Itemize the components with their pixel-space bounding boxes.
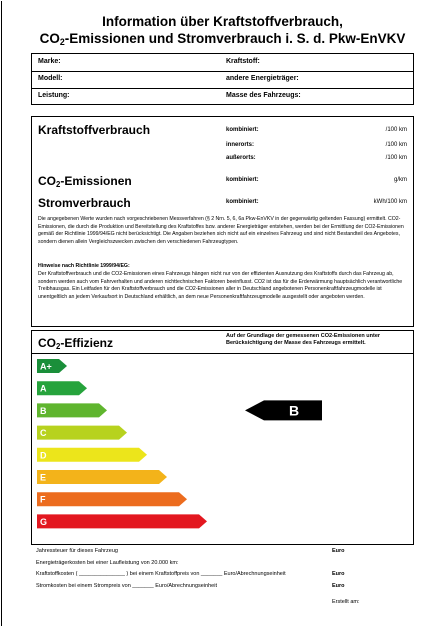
- footer-power-cost: Stromkosten bei einem Strompreis von _______ Euro/Abrechnungseinheit: [36, 583, 217, 589]
- label-kraftstoff: Kraftstoff:: [226, 58, 260, 65]
- selected-class-arrow: [245, 400, 322, 420]
- kombiniert-label: kombiniert:: [226, 127, 259, 133]
- efficiency-label-d: D: [40, 450, 47, 461]
- unit-kwh: kWh/100 km: [373, 199, 407, 205]
- unit-l-ausserorts: /100 km: [385, 155, 407, 161]
- kombiniert-co2-label: kombiniert:: [226, 177, 259, 183]
- title-line-2: $CO_2$-Emissionen und Stromverbrauch i. S. d. Pkw-EnVKV: [39, 31, 406, 47]
- label-masse: Masse des Fahrzeugs:: [226, 92, 301, 99]
- ausserorts-label: außerorts:: [226, 155, 256, 161]
- kraftstoffverbrauch-title: Kraftstoffverbrauch: [38, 123, 151, 137]
- efficiency-bar-d: [37, 448, 147, 462]
- title-line-1: Information über Kraftstoffverbrauch,: [102, 14, 343, 29]
- footer-fuel-cost: Kraftstoffkosten ( _______________ ) bei einem Kraftstoffpreis von _______ Euro/Abrechnungseinheit: [36, 571, 286, 577]
- efficiency-bar-c: [37, 426, 127, 440]
- footer-tax: Jahressteuer für dieses Fahrzeug: [36, 548, 118, 554]
- efficiency-scale: [32, 353, 413, 545]
- efficiency-label-a: A: [40, 383, 47, 394]
- vehicle-info-box: [31, 53, 414, 105]
- footer-created: Erstellt am:: [332, 599, 360, 605]
- euro-tax: Euro: [332, 548, 345, 554]
- efficiency-label-c: C: [40, 428, 47, 439]
- selected-class-label: B: [288, 402, 300, 419]
- label-modell: Modell:: [38, 75, 63, 82]
- efficiency-title: $CO_2$-Effizienz: [38, 336, 114, 351]
- page-title: [0, 13, 445, 47]
- consumption-box: [31, 116, 414, 327]
- footer-energy-cost: Energieträgerkosten bei einer Laufleistung von 20.000 km:: [36, 560, 179, 566]
- hint-text: Der Kraftstoffverbrauch und die CO2-Emissionen eines Fahrzeugs hängen nicht nur von der effizienten Ausnutzung des Kraftstoffs durch das Fahrzeug ab, sondern werden auch vom Fahrverhalten und anderen nichttechnischen Faktoren beeinflusst. CO2 ist das für die Erderwärmung hauptsächlich verantwortliche Treibhausgas. Ein Leitfaden für den Kraftstoffverbrauch und die CO2-Emissionen aller in Deutschland angebotenen Personenkraftfahrzeugmodelle ist unentgeltlich an jedem Verkaufsort in Deutschland erhältlich, an dem neue Personenkraftfahrzeugmodelle ausgestellt oder angeboten werden.: [38, 271, 403, 300]
- efficiency-bar-b: [37, 403, 107, 417]
- efficiency-bar-f: [37, 492, 187, 506]
- efficiency-box: [31, 330, 414, 545]
- unit-l-kombiniert: /100 km: [385, 127, 407, 133]
- hint-title: Hinweise nach Richtlinie 1999/94/EG:: [38, 263, 130, 269]
- stromverbrauch-title: Stromverbrauch: [38, 196, 131, 210]
- co2-emissionen-title: $CO_2$-Emissionen: [38, 174, 132, 189]
- euro-power: Euro: [332, 583, 345, 589]
- efficiency-note: Auf der Grundlage der gemessenen CO2-Emissionen unter Berücksichtigung der Masse des Fahrzeugs ermittelt.: [226, 333, 381, 346]
- efficiency-bar-e: [37, 470, 167, 484]
- kombiniert-strom-label: kombiniert:: [226, 199, 259, 205]
- efficiency-label-e: E: [40, 472, 47, 483]
- measurement-note: Die angegebenen Werte wurden nach vorgeschriebenen Messverfahren (§ 2 Nrn. 5, 6, 6a Pkw-EnVKV in der gegenwärtig geltenden Fassung) ermittelt. CO2-Emissionen, die durch die Produktion und Bereitstellung des Kraftstoffes bzw. anderer Energieträger entstehen, werden bei der Ermittlung der CO2-Emissionen gemäß der Richtlinie 1999/94/EG nicht berücksichtigt. Die Angaben beziehen sich nicht auf ein einzelnes Fahrzeug und sind nicht Bestandteil des Angebotes, sondern dienen allein Vergleichszwecken zwischen den verschiedenen Fahrzeugtypen.: [38, 216, 404, 245]
- efficiency-label-aplus: A+: [40, 361, 52, 372]
- innerorts-label: innerorts:: [226, 142, 255, 148]
- label-andere-energietraeger: andere Energieträger:: [226, 75, 299, 82]
- efficiency-bar-g: [37, 514, 207, 528]
- efficiency-label-f: F: [40, 494, 46, 505]
- euro-fuel: Euro: [332, 571, 345, 577]
- unit-co2: g/km: [393, 177, 407, 183]
- unit-l-innerorts: /100 km: [385, 142, 407, 148]
- label-marke: Marke:: [38, 58, 61, 65]
- label-leistung: Leistung:: [38, 92, 70, 99]
- efficiency-label-b: B: [40, 405, 47, 416]
- efficiency-label-g: G: [40, 516, 48, 527]
